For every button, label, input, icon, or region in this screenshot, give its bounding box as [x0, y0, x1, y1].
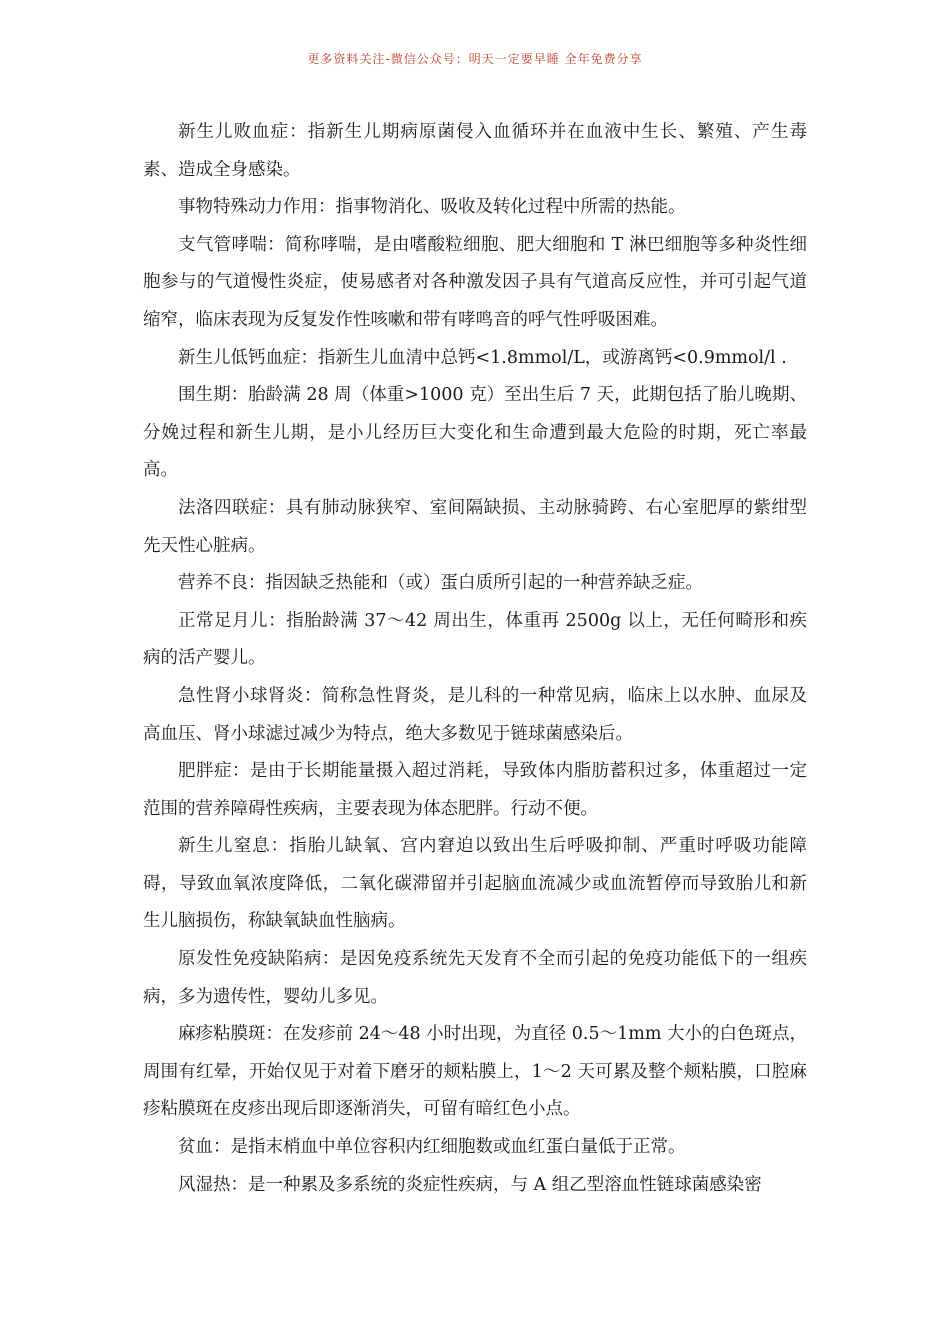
- paragraph-koplik-spots: 麻疹粘膜斑：在发疹前 24～48 小时出现，为直径 0.5～1mm 大小的白色斑点，周围有红晕，开始仅见于对着下磨牙的颊粘膜上，1～2 天可累及整个颊粘膜，口腔麻疹粘膜斑在皮疹出现后即逐渐消失，可留有暗红色小点。: [143, 1024, 807, 1120]
- paragraph-perinatal-period: 围生期：胎龄满 28 周（体重>1000 克）至出生后 7 天，此期包括了胎儿晚期、分娩过程和新生儿期，是小儿经历巨大变化和生命遭到最大危险的时期，死亡率最高。: [143, 385, 807, 481]
- paragraph-specific-dynamic-action: 事物特殊动力作用：指事物消化、吸收及转化过程中所需的热能。: [178, 197, 686, 218]
- paragraph-obesity: 肥胖症：是由于长期能量摄入超过消耗，导致体内脂肪蓄积过多，体重超过一定范围的营养障碍性疾病，主要表现为体态肥胖。行动不便。: [143, 761, 807, 819]
- paragraph-neonatal-hypocalcemia: 新生儿低钙血症：指新生儿血清中总钙<1.8mmol/L，或游离钙<0.9mmol/l .: [178, 347, 787, 368]
- paragraph-bronchial-asthma: 支气管哮喘：简称哮喘，是由嗜酸粒细胞、肥大细胞和 T 淋巴细胞等多种炎性细胞参与的气道慢性炎症，使易感者对各种激发因子具有气道高反应性，并可引起气道缩窄，临床表现为反复发作性咳嗽和带有哮鸣音的呼气性呼吸困难。: [143, 234, 807, 330]
- page-header-watermark: 更多资料关注-微信公众号：明天一定要早睡 全年免费分享: [307, 52, 643, 66]
- paragraph-neonatal-asphyxia: 新生儿窒息：指胎儿缺氧、宫内窘迫以致出生后呼吸抑制、严重时呼吸功能障碍，导致血氧浓度降低，二氧化碳滞留并引起脑血流减少或血流暂停而导致胎儿和新生儿脑损伤，称缺氧缺血性脑病。: [143, 836, 807, 932]
- paragraph-anemia: 贫血：是指末梢血中单位容积内红细胞数或血红蛋白量低于正常。: [178, 1137, 686, 1158]
- paragraph-acute-glomerulonephritis: 急性肾小球肾炎：简称急性肾炎，是儿科的一种常见病，临床上以水肿、血尿及高血压、肾小球滤过减少为特点，绝大多数见于链球菌感染后。: [143, 685, 807, 744]
- paragraph-neonatal-sepsis: 新生儿败血症：指新生儿期病原菌侵入血循环并在血液中生长、繁殖、产生毒素、造成全身感染。: [143, 122, 807, 180]
- paragraph-tetralogy-of-fallot: 法洛四联症：具有肺动脉狭窄、室间隔缺损、主动脉骑跨、右心室肥厚的紫绀型先天性心脏病。: [143, 497, 807, 556]
- document-body: [143, 114, 807, 1204]
- paragraph-full-term-infant: 正常足月儿：指胎龄满 37～42 周出生，体重再 2500g 以上，无任何畸形和疾病的活产婴儿。: [143, 610, 807, 669]
- paragraph-primary-immunodeficiency: 原发性免疫缺陷病：是因免疫系统先天发育不全而引起的免疫功能低下的一组疾病，多为遗传性，婴幼儿多见。: [143, 949, 807, 1007]
- paragraph-malnutrition: 营养不良：指因缺乏热能和（或）蛋白质所引起的一种营养缺乏症。: [178, 573, 703, 594]
- paragraph-rheumatic-fever: 风湿热：是一种累及多系统的炎症性疾病，与 A 组乙型溶血性链球菌感染密: [178, 1174, 762, 1195]
